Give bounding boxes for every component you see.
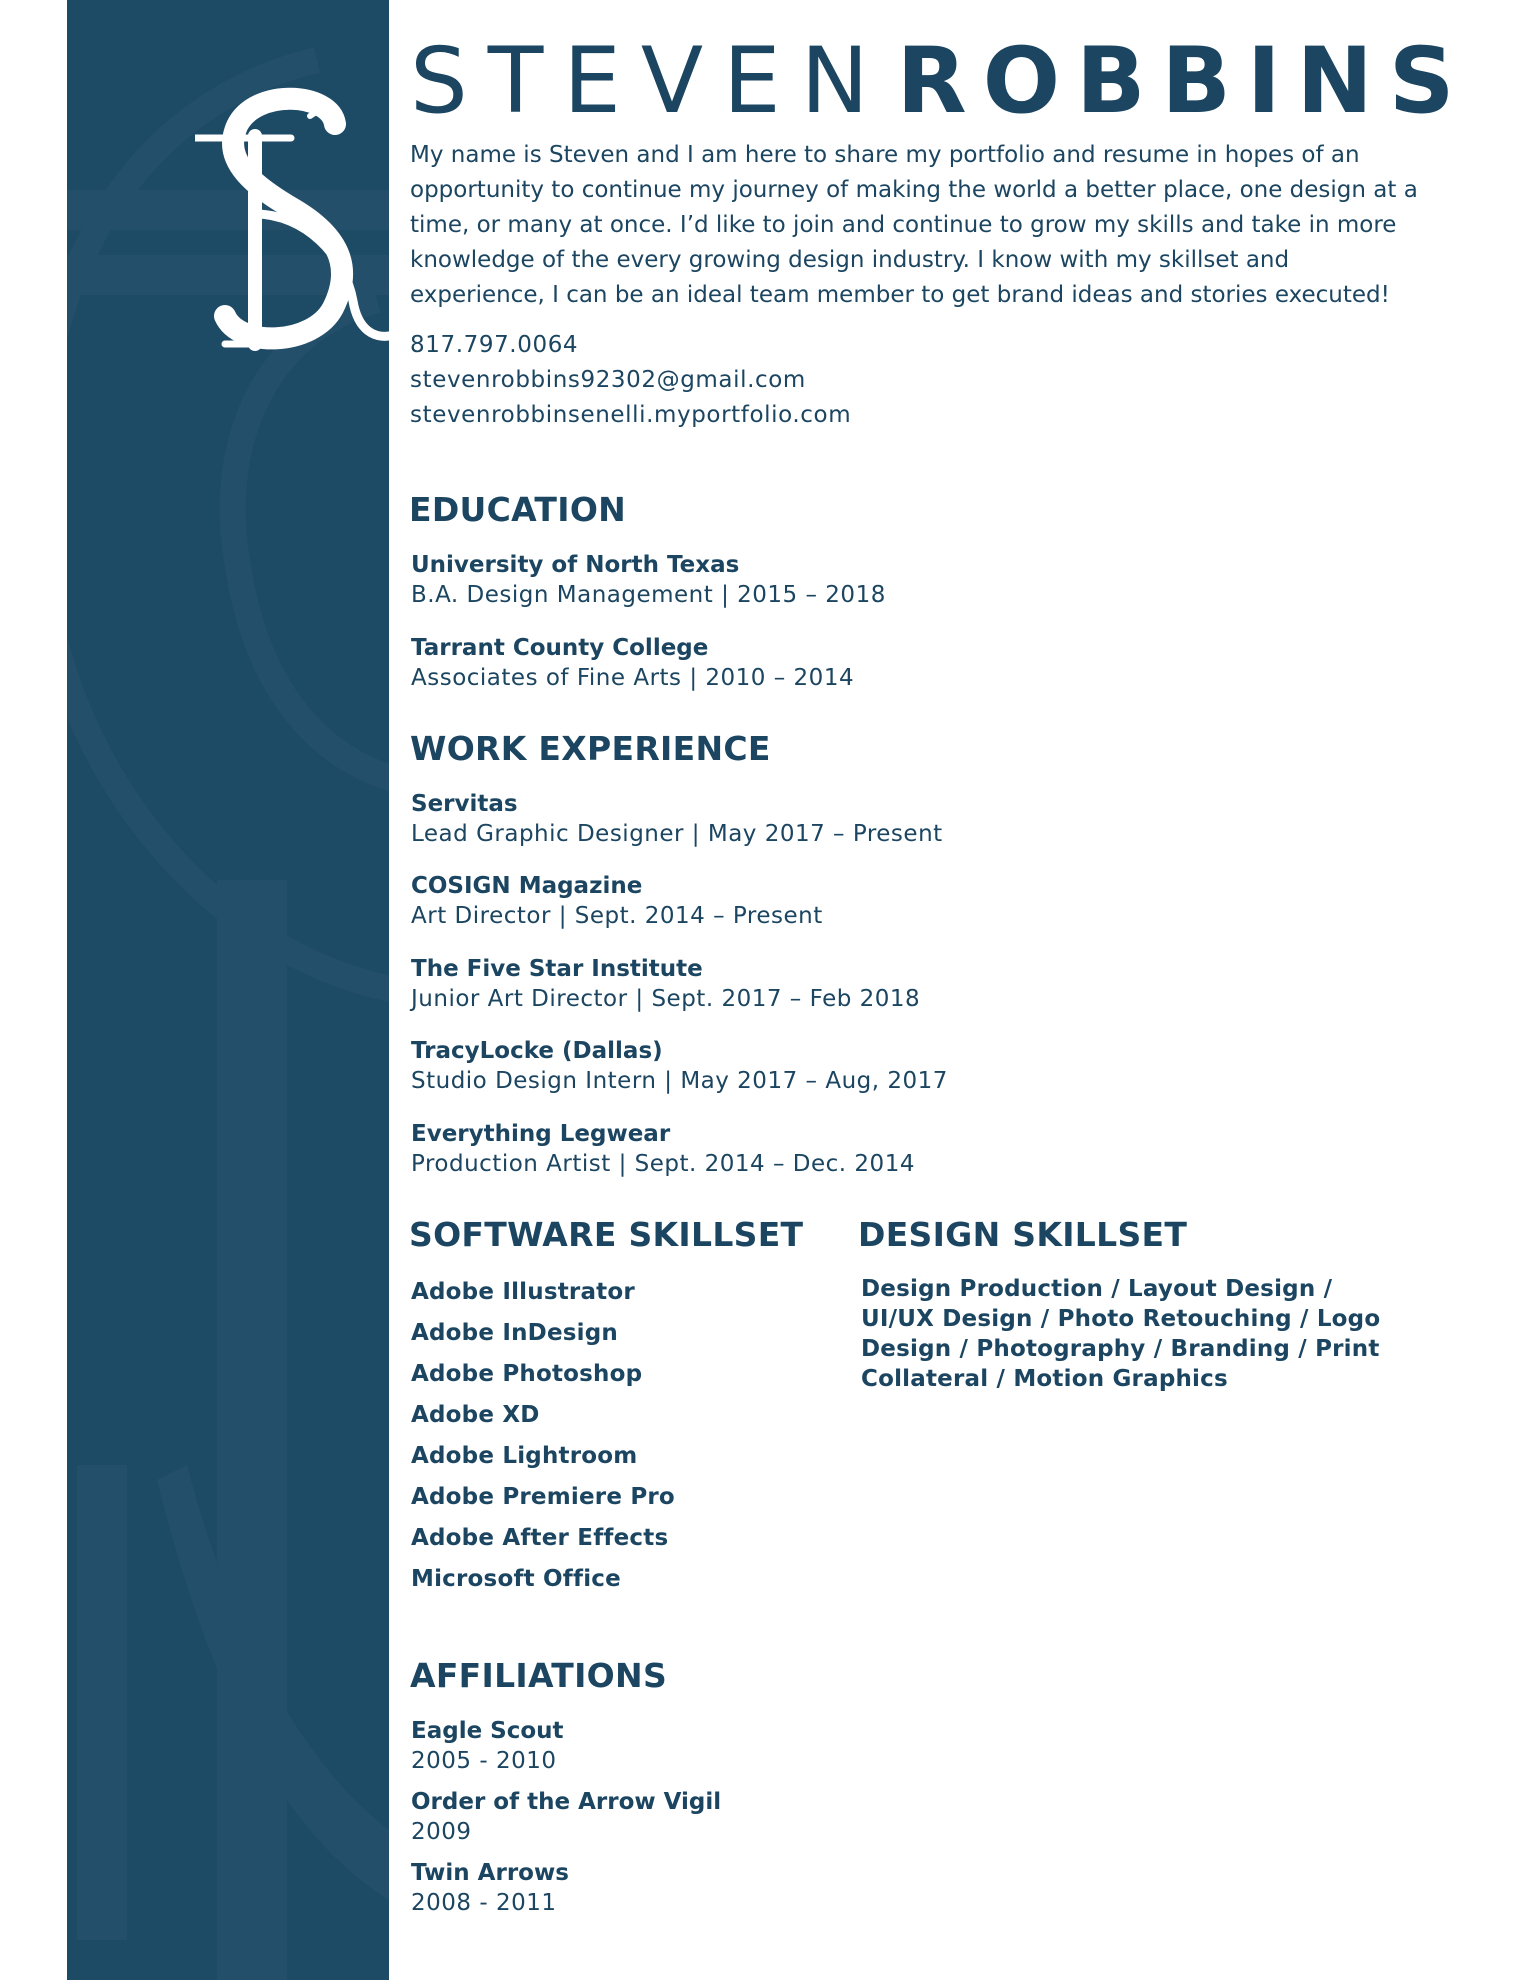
work-detail: Studio Design Intern | May 2017 – Aug, 2017: [411, 1068, 948, 1094]
phone-number: 817.797.0064: [410, 332, 579, 358]
software-skill-item: Adobe InDesign: [411, 1320, 618, 1346]
affiliation-item: [411, 1716, 564, 1776]
education-school: Tarrant County College: [411, 635, 709, 661]
work-item: [411, 871, 823, 931]
education-school: University of North Texas: [411, 552, 740, 578]
software-skill-item: Adobe Lightroom: [411, 1443, 638, 1469]
work-detail: Lead Graphic Designer | May 2017 – Present: [411, 821, 943, 847]
sr-monogram-icon: [195, 86, 389, 366]
work-company: TracyLocke (Dallas): [411, 1038, 663, 1064]
work-item: [411, 954, 920, 1014]
affiliation-years: 2009: [411, 1819, 472, 1845]
software-skill-item: Adobe Photoshop: [411, 1361, 643, 1387]
email-link[interactable]: stevenrobbins92302@gmail.com: [410, 367, 806, 393]
work-experience-heading: WORK EXPERIENCE: [410, 729, 771, 768]
software-skillset-heading: SOFTWARE SKILLSET: [409, 1215, 804, 1254]
work-item: [411, 789, 943, 849]
work-detail: Art Director | Sept. 2014 – Present: [411, 903, 823, 929]
education-item: [411, 633, 854, 693]
affiliations-heading: AFFILIATIONS: [410, 1656, 668, 1695]
contact-info: [410, 328, 851, 433]
software-skill-item: Microsoft Office: [411, 1566, 621, 1592]
portfolio-link[interactable]: stevenrobbinsenelli.myportfolio.com: [410, 402, 852, 428]
education-detail: B.A. Design Management | 2015 – 2018: [411, 582, 886, 608]
affiliation-name: Order of the Arrow Vigil: [411, 1789, 722, 1815]
affiliation-years: 2005 - 2010: [411, 1748, 557, 1774]
software-skill-item: Adobe Premiere Pro: [411, 1484, 675, 1510]
affiliation-item: [411, 1858, 569, 1918]
software-skill-item: Adobe Illustrator: [411, 1279, 635, 1305]
software-skill-item: Adobe XD: [411, 1402, 540, 1428]
design-skillset-heading: DESIGN SKILLSET: [858, 1215, 1188, 1254]
intro-paragraph: My name is Steven and I am here to share my portfolio and resume in hopes of an opportunity to continue my journey of making the world a better place, one design at a time, or many at once. I’d like to join and continue to grow my skills and take in more knowledge of the every growing design industry. I know with my skillset and experience, I can be an ideal team member to get brand ideas and stories executed!: [410, 142, 1418, 308]
last-name: ROBBINS: [896, 29, 1471, 134]
work-company: The Five Star Institute: [411, 956, 703, 982]
work-item: [411, 1119, 915, 1179]
work-company: COSIGN Magazine: [411, 873, 643, 899]
software-skill-item: Adobe After Effects: [411, 1525, 669, 1551]
work-company: Servitas: [411, 791, 518, 817]
education-detail: Associates of Fine Arts | 2010 – 2014: [411, 665, 855, 691]
affiliation-item: [411, 1787, 721, 1847]
work-item: [411, 1036, 948, 1096]
first-name: STEVEN: [410, 29, 889, 134]
name-heading: [410, 29, 1471, 134]
affiliation-name: Eagle Scout: [411, 1718, 564, 1744]
design-skillset-text: Design Production / Layout Design / UI/UX Design / Photo Retouching / Logo Design / Photography / Branding / Print Collateral / Motion Graphics: [861, 1276, 1381, 1392]
work-detail: Junior Art Director | Sept. 2017 – Feb 2018: [411, 986, 921, 1012]
sidebar: [67, 0, 389, 1980]
work-detail: Production Artist | Sept. 2014 – Dec. 2014: [411, 1151, 915, 1177]
education-heading: EDUCATION: [409, 490, 627, 529]
work-company: Everything Legwear: [411, 1121, 671, 1147]
affiliation-years: 2008 - 2011: [411, 1890, 557, 1916]
education-item: [411, 550, 886, 610]
affiliation-name: Twin Arrows: [411, 1860, 569, 1886]
software-skill-list: [411, 1272, 675, 1600]
